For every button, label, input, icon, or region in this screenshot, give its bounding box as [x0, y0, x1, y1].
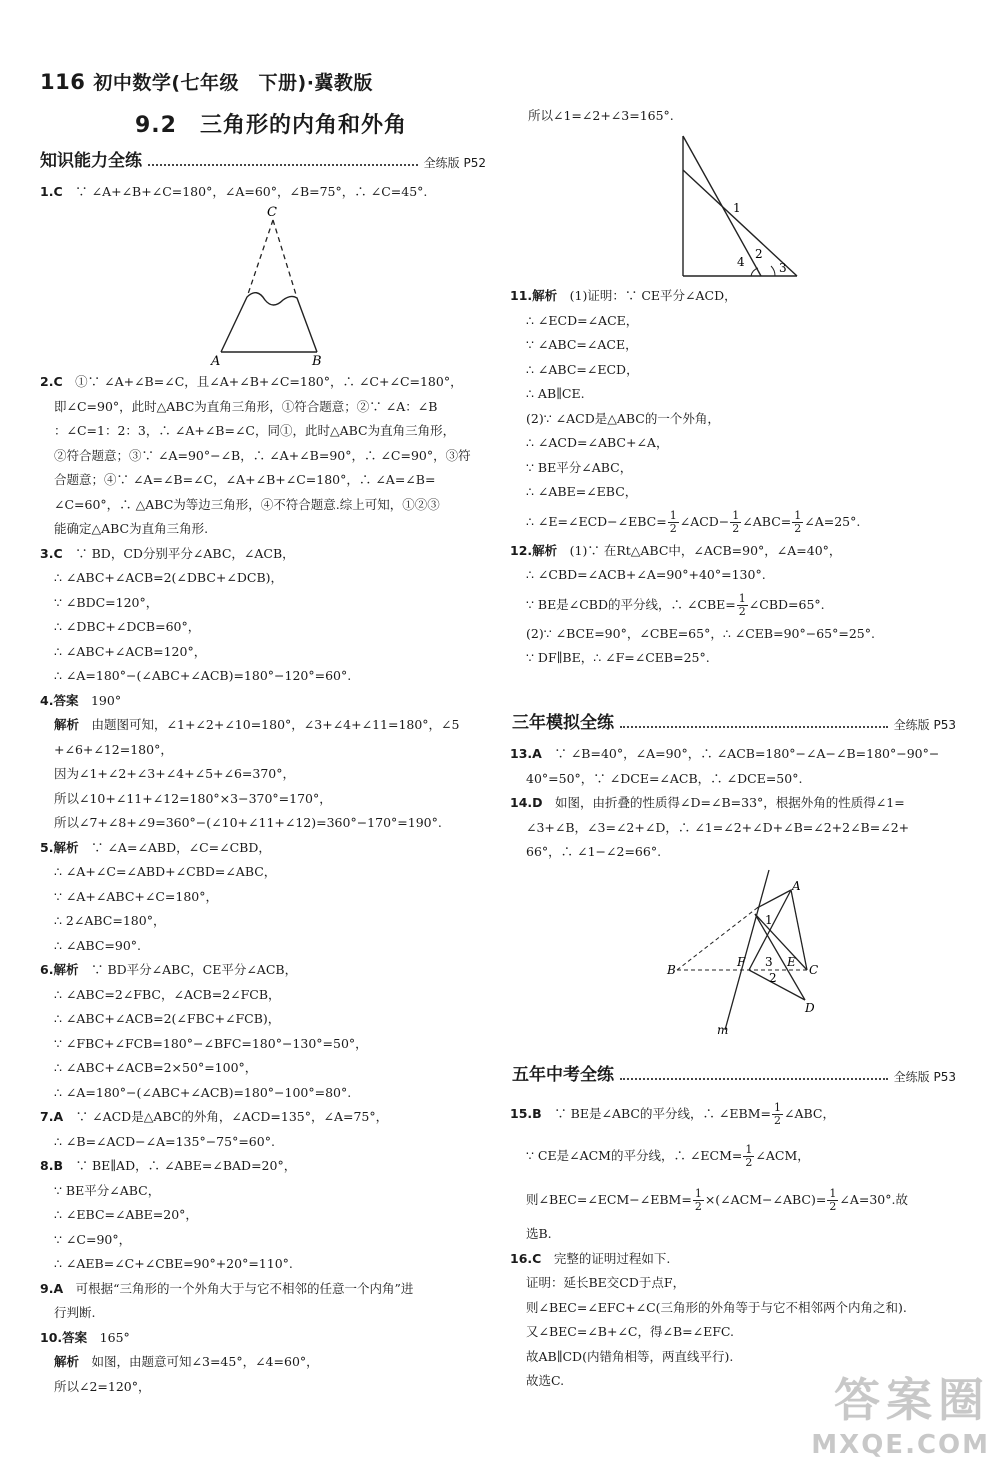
analysis-label: 解析 [54, 717, 80, 732]
section-header-3 [512, 1060, 956, 1085]
fraction: $\frac{1}{2}$ [669, 508, 677, 535]
analysis-label: 解析 [54, 1354, 80, 1369]
right-column-q11: 11.解析 (1)证明：∵ CE平分∠ACD， ∴ ∠ECD=∠ACE， ∵ ∠ABC=∠ACE， ∴ ∠ABC=∠ECD， ∴ AB∥CE. (2)∵ ∠ACD是△ABC的一个外角， ∴ ∠ACD=∠ABC+∠A， ∵ BE平分∠ABC， ∴ ∠ABE=∠EBC， ∴ ∠E=∠ECD−∠EBC= $\frac{1}{2}$ ∠ACD− $\frac{1}{2}$ ∠ABC= $\frac{1}{2}$ ∠A=25°. 12.解析 (1)∵ 在Rt△ABC中，∠ACB=90°，∠A=40°， ∴ ∠CBD=∠ACB+∠A=90°+40°=130°. ∵ BE是∠CBD的平分线，∴ ∠CBE= $\frac{1}{2}$ ∠CBD=65°. (2)∵ ∠BCE=90°，∠CBE=65°，∴ ∠CEB=90°−65°=25°. ∵ DF∥BE，∴ ∠F=∠CEB=25°. [510, 288, 875, 665]
answer-line: 1.C ∵ ∠A+∠B+∠C=180°，∠A=60°，∠B=75°，∴ ∠C=45°. [40, 184, 428, 199]
watermark [811, 1364, 990, 1460]
dotted-leader [620, 1078, 888, 1080]
dotted-leader [620, 726, 888, 728]
section-header-2 [512, 708, 956, 733]
question-label: 7.A [40, 1109, 64, 1124]
question-label: 13.A [510, 746, 542, 761]
section-header-1 [40, 146, 486, 171]
question-label: 6.解析 [40, 962, 79, 977]
question-label: 4.答案 [40, 692, 79, 708]
fraction: $\frac{1}{2}$ [694, 1187, 702, 1213]
section-title: 知识能力全练 [40, 151, 142, 171]
section-title: 五年中考全练 [512, 1065, 614, 1085]
question-label: 1.C [40, 184, 63, 199]
section-ref: 全练版 P53 [893, 718, 956, 732]
question-label: 12.解析 [510, 542, 558, 558]
page-header [40, 68, 373, 95]
point-label: C [809, 963, 819, 977]
fraction: $\frac{1}{2}$ [829, 1187, 837, 1213]
question-label: 9.A [40, 1280, 64, 1296]
angle-label: 1 [733, 201, 741, 215]
fraction: $\frac{1}{2}$ [794, 508, 802, 535]
angle-label: 1 [765, 913, 773, 927]
section-title: 三年模拟全练 [512, 713, 614, 733]
right-column-q13: 13.A ∵ ∠B=40°，∠A=90°，∴ ∠ACB=180°−∠A−∠B=180°−90°− 40°=50°，∵ ∠DCE=∠ACB，∴ ∠DCE=50°. 14.D 如图，由折叠的性质得∠D=∠B=33°，根据外角的性质得∠1= ∠3+∠B，∠3=∠2+∠D，∴ ∠1=∠2+∠D+∠B=∠2+2∠B=∠2+ 66°，∴ ∠1−∠2=66°. [510, 746, 940, 859]
question-label: 15.B [510, 1106, 542, 1121]
page-number: 116 [40, 70, 86, 94]
chapter-title: 9.2 三角形的内角和外角 [135, 113, 407, 138]
question-label: 10.答案 [40, 1329, 88, 1345]
point-label: B [312, 354, 322, 368]
watermark-url: MXQE.COM [811, 1430, 990, 1460]
point-label: A [211, 354, 221, 368]
point-label: C [267, 205, 277, 220]
point-label: E [787, 955, 796, 969]
figure-set-square [675, 130, 805, 282]
question-label: 16.C [510, 1250, 542, 1266]
left-column-main: 2.C ①∵ ∠A+∠B=∠C，且∠A+∠B+∠C=180°，∴ ∠C+∠C=180°， 即∠C=90°，此时△ABC为直角三角形，①符合题意；②∵ ∠A：∠B ：∠C=1：2：3，∴ ∠A+∠B=∠C，同①，此时△ABC为直角三角形， ②符合题意；③∵ ∠A=90°−∠B，∴ ∠A+∠B=90°，∴ ∠C=90°，③符 合题意；④∵ ∠A=∠B=∠C，∠A+∠B+∠C=180°，∴ ∠A=∠B= ∠C=60°，∴ △ABC为等边三角形，④不符合题意.综上可知，①②③ 能确定△ABC为直角三角形. 3.C ∵ BD，CD分别平分∠ABC，∠ACB， ∴ ∠ABC+∠ACB=2(∠DBC+∠DCB)， ∵ ∠BDC=120°， ∴ ∠DBC+∠DCB=60°， ∴ ∠ABC+∠ACB=120°， ∴ ∠A=180°−(∠ABC+∠ACB)=180°−120°=60°. 4.答案 190° 解析 由题图可知，∠1+∠2+∠10=180°，∠3+∠4+∠11=180°，∠5 +∠6+∠12=180°， 因为∠1+∠2+∠3+∠4+∠5+∠6=370°， 所以∠10+∠11+∠12=180°×3−370°=170°， 所以∠7+∠8+∠9=360°−(∠10+∠11+∠12)=360°−170°=190°. 5.解析 ∵ ∠A=∠ABD，∠C=∠CBD， ∴ ∠A+∠C=∠ABD+∠CBD=∠ABC， ∵ ∠A+∠ABC+∠C=180°， ∴ 2∠ABC=180°， ∴ ∠ABC=90°. 6.解析 ∵ BD平分∠ABC，CE平分∠ACB， ∴ ∠ABC=2∠FBC，∠ACB=2∠FCB， ∴ ∠ABC+∠ACB=2(∠FBC+∠FCB)， ∵ ∠FBC+∠FCB=180°−∠BFC=180°−130°=50°， ∴ ∠ABC+∠ACB=2×50°=100°， ∴ ∠A=180°−(∠ABC+∠ACB)=180°−100°=80°. 7.A ∵ ∠ACD是△ABC的外角，∠ACD=135°，∠A=75°， ∴ ∠B=∠ACD−∠A=135°−75°=60°. 8.B ∵ BE∥AD，∴ ∠ABE=∠BAD=20°， ∵ BE平分∠ABC， ∴ ∠EBC=∠ABE=20°， ∵ ∠C=90°， ∴ ∠AEB=∠C+∠CBE=90°+20°=110°. 9.A 可根据“三角形的一个外角大于与它不相邻的任意一个内角”进 行判断. 10.答案 165° 解析 如图，由题意可知∠3=45°，∠4=60°， 所以∠2=120°， [40, 374, 471, 1394]
figure-folded-triangle [665, 868, 835, 1038]
section-ref: 全练版 P53 [893, 1070, 956, 1084]
angle-label: 4 [737, 255, 745, 269]
fraction: $\frac{1}{2}$ [774, 1101, 781, 1127]
fraction: $\frac{1}{2}$ [745, 1143, 753, 1169]
angle-label: 2 [755, 247, 763, 261]
angle-label: 2 [769, 971, 777, 985]
right-column-q15: 15.B ∵ BE是∠ABC的平分线，∴ ∠EBM= $\frac{1}{2}$ ∠ABC， ∵ CE是∠ACM的平分线，∴ ∠ECM= $\frac{1}{2}$ ∠ACM， 则∠BEC=∠ECM−∠EBM= $\frac{1}{2}$ ×(∠ACM−∠ABC)= $\frac{1}{2}$ ∠A=30°.故 选B. 16.C 完整的证明过程如下. 证明：延长BE交CD于点F， 则∠BEC=∠EFC+∠C(三角形的外角等于与它不相邻两个内角之和). 又∠BEC=∠B+∠C，得∠B=∠EFC. 故AB∥CD(内错角相等，两直线平行). 故选C. [510, 1101, 908, 1388]
fraction: $\frac{1}{2}$ [732, 508, 740, 535]
question-label: 8.B [40, 1158, 63, 1173]
left-column-top [40, 180, 490, 205]
book-title: 初中数学(七年级 下册)·冀教版 [93, 72, 373, 94]
line-label: m [717, 1023, 729, 1037]
question-label: 14.D [510, 795, 543, 810]
angle-label: 3 [765, 955, 773, 969]
question-label: 5.解析 [40, 839, 79, 855]
figure-triangle-torn [205, 202, 335, 368]
section-ref: 全练版 P52 [423, 156, 486, 170]
fraction: $\frac{1}{2}$ [738, 591, 746, 618]
watermark-logo-text: 答案圈 [834, 1373, 990, 1427]
point-label: D [805, 1001, 815, 1015]
angle-label: 3 [779, 261, 787, 275]
question-label: 2.C [40, 374, 63, 389]
point-label: B [667, 963, 676, 977]
dotted-leader [148, 164, 418, 166]
question-label: 3.C [40, 545, 63, 561]
question-label: 11.解析 [510, 288, 558, 303]
point-label: F [737, 955, 746, 969]
point-label: A [792, 879, 801, 893]
right-column-top: 所以∠1=∠2+∠3=165°. [528, 108, 674, 123]
